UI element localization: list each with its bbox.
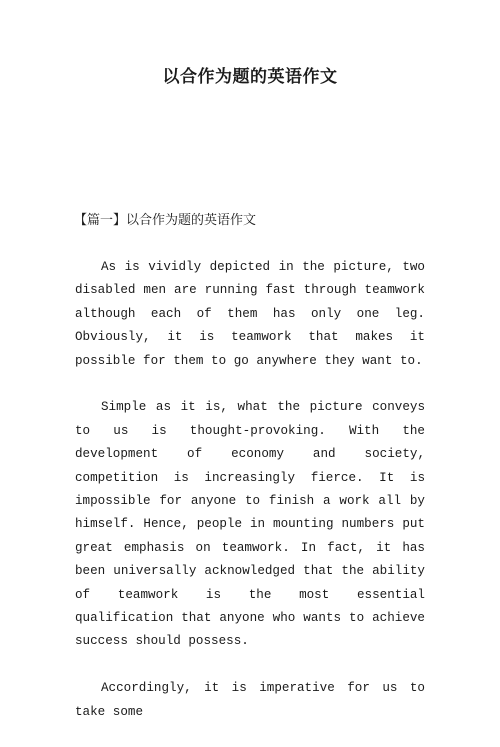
document-title: 以合作为题的英语作文 (162, 67, 338, 87)
section-heading: 【篇一】以合作为题的英语作文 (74, 213, 257, 228)
paragraph-1: As is vividly depicted in the picture, two disabled men are running fast through teamwork although each of them has only one leg. Obviously, it is teamwork that makes it possible for them to go anywhere they want to. (75, 260, 425, 368)
paragraph-3: Accordingly, it is imperative for us to take some (75, 681, 425, 719)
essay-body (75, 256, 425, 747)
paragraph-2: Simple as it is, what the picture conveys to us is thought-provoking. With the development of economy and society, competition is increasingly fierce. It is impossible for anyone to finish a work all by himself. Hence, people in mounting numbers put great emphasis on teamwork. In fact, it has been universally acknowledged that the ability of teamwork is the most essential qualification that anyone who wants to achieve success should possess. (75, 400, 425, 649)
